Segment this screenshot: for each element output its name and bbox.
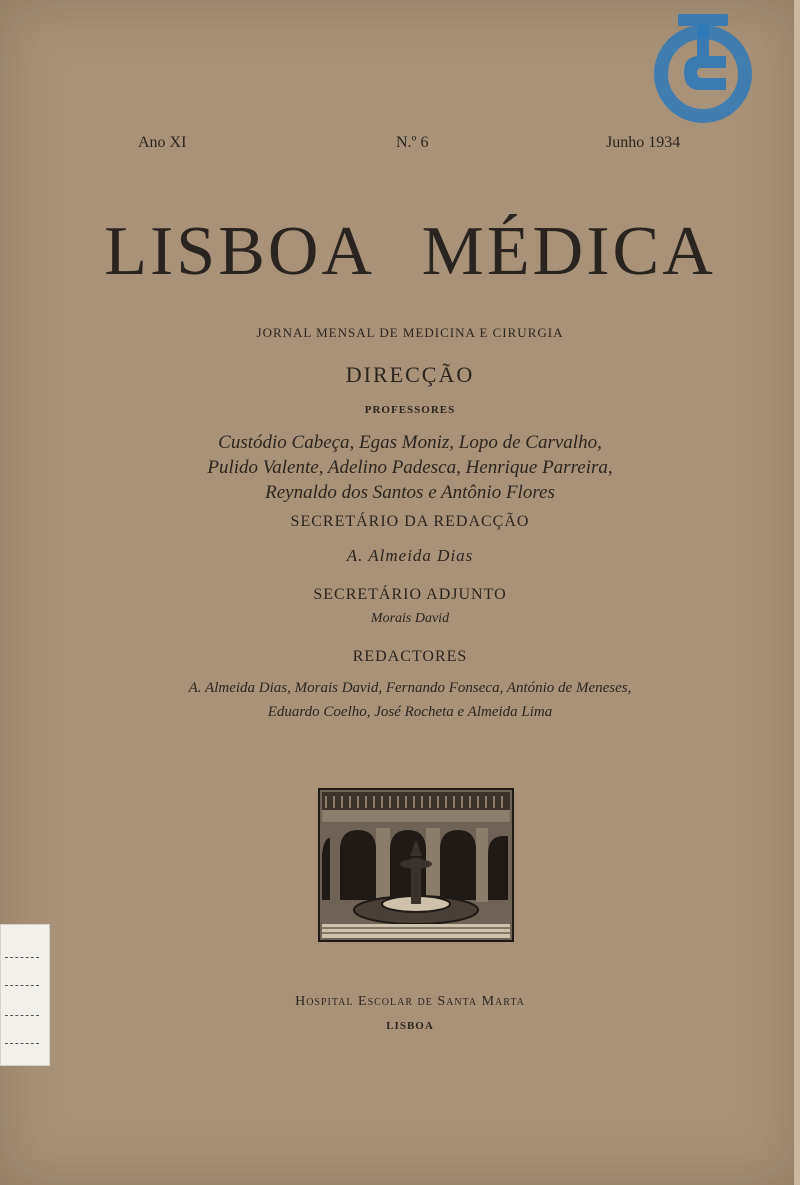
issue-date: Junho 1934 bbox=[606, 134, 681, 151]
issue-year: Ano XI bbox=[138, 134, 187, 151]
direccao-heading: DIRECÇÃO bbox=[345, 362, 475, 387]
label-line bbox=[5, 1043, 39, 1044]
journal-title: LISBOA MÉDICA bbox=[104, 213, 716, 290]
secretario-adjunto-name: Morais David bbox=[370, 611, 450, 626]
issue-header bbox=[0, 134, 800, 158]
publisher-city: LISBOA bbox=[386, 1020, 434, 1032]
library-stamp bbox=[648, 12, 758, 132]
label-line bbox=[5, 957, 39, 958]
journal-subtitle: JORNAL MENSAL DE MEDICINA E CIRURGIA bbox=[256, 325, 564, 340]
redactores-line: Eduardo Coelho, José Rocheta e Almeida Lima bbox=[267, 704, 553, 720]
redactores-heading: REDACTORES bbox=[352, 648, 468, 665]
library-label-sticker bbox=[0, 924, 50, 1066]
redactores-line: A. Almeida Dias, Morais David, Fernando Fonseca, António de Meneses, bbox=[188, 680, 632, 696]
professors-line: Custódio Cabeça, Egas Moniz, Lopo de Carvalho, bbox=[218, 432, 602, 453]
professors-list bbox=[0, 430, 800, 505]
publisher-name: Hospital Escolar de Santa Marta bbox=[295, 994, 525, 1009]
label-line bbox=[5, 1015, 39, 1016]
secretario-adjunto-heading: SECRETÁRIO ADJUNTO bbox=[313, 586, 507, 603]
professors-line: Reynaldo dos Santos e Antônio Flores bbox=[265, 482, 555, 503]
professores-heading: PROFESSORES bbox=[364, 404, 456, 416]
redactores-list bbox=[0, 676, 800, 724]
issue-number: N.º 6 bbox=[396, 134, 429, 151]
secretario-redaccao-name: A. Almeida Dias bbox=[346, 546, 474, 565]
cloister-woodcut-illustration bbox=[318, 788, 514, 942]
secretario-redaccao-heading: SECRETÁRIO DA REDACÇÃO bbox=[290, 513, 530, 530]
label-line bbox=[5, 985, 39, 986]
professors-line: Pulido Valente, Adelino Padesca, Henrique Parreira, bbox=[207, 457, 613, 478]
